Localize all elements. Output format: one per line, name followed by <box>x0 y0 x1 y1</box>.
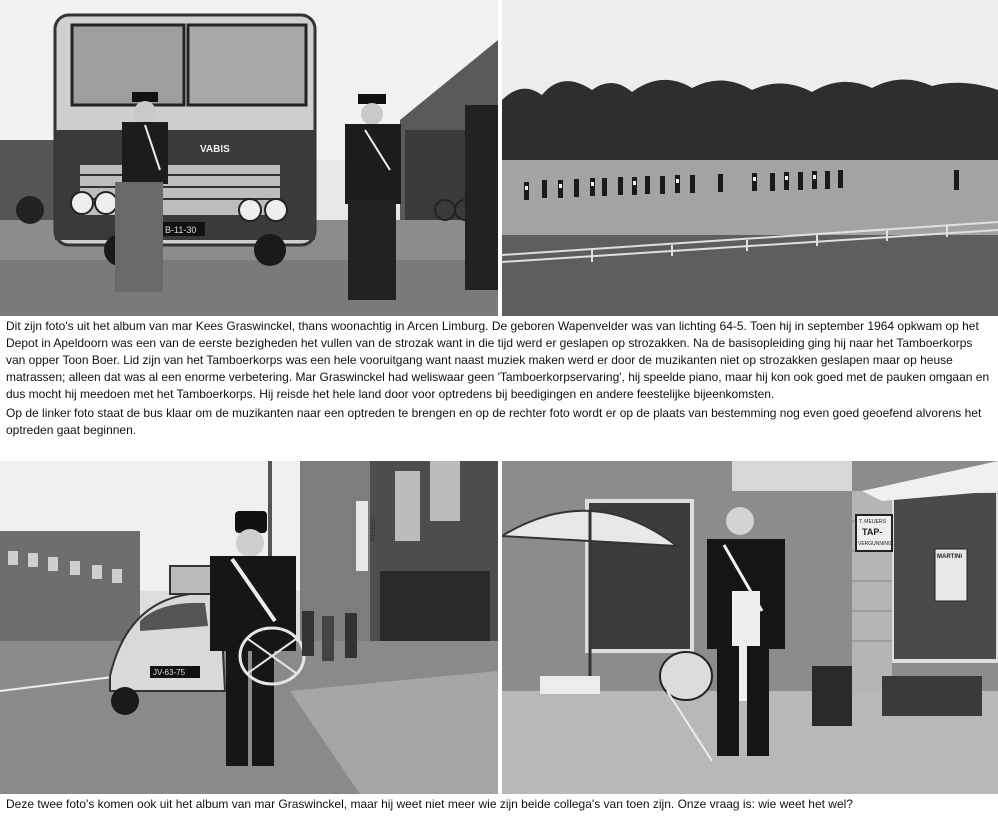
martini-sign-text: MARTINI <box>937 554 962 560</box>
intro-paragraph-1: Dit zijn foto's uit het album van mar Kees Graswinckel, thans woonachtig in Arcen Limburg. De geboren Wapenvelder was van lichting 64-5. Toen hij in september 1964 opkwam op het Depot in Apeldoorn was een van de eerste bezigheden het vullen van de strozak want in die tijd werd er geslapen op strozakken. Na de basisopleiding ging hij naar het Tamboerkorps van opper Toon Boer. Lid zijn van het Tamboerkorps was een hele vooruitgang want naast muziek maken werd er door de muzikanten niet op strozakken geslapen maar op heuse matrassen; alleen dat was al een enorme verbetering. Mar Graswinckel had weliswaar geen 'Tamboerkorpservaring', hij speelde piano, maar hij kon ook goed met de pauken omgaan en dus mocht hij meedoen met het Tamboerkorps. Hij reisde het hele land door voor optredens bij beedigingen en andere feestelijke bijeenkomsten. <box>6 319 990 401</box>
bus-brand-label: VABIS <box>200 144 230 155</box>
sign-line-3: VERGUNNING <box>858 541 892 547</box>
photo-bus-illustration <box>0 0 498 316</box>
sign-line-1: T. MEIJERS <box>859 519 886 525</box>
photo-band-on-field <box>502 0 998 316</box>
photo-bus-with-marines <box>0 0 498 316</box>
photo-drummer-at-cafe <box>502 461 998 794</box>
photo-field-illustration <box>502 0 998 316</box>
intro-text <box>6 318 990 441</box>
intro-paragraph-2: Op de linker foto staat de bus klaar om de muzikanten naar een optreden te brengen en op de rechter foto wordt er op de plaats van bestemming nog even goed geoefend alvorens het optreden gaat beginnen. <box>6 406 982 437</box>
sign-line-2: TAP- <box>862 527 883 537</box>
photo-street-illustration <box>0 461 498 794</box>
opera-sign-text: OPERA <box>368 517 375 542</box>
photo-cafe-illustration <box>502 461 998 794</box>
car-plate: JV-63-75 <box>153 668 186 677</box>
bus-plate: B-11-30 <box>165 225 197 235</box>
photo-drummer-in-street <box>0 461 498 794</box>
bottom-caption: Deze twee foto's komen ook uit het album van mar Graswinckel, maar hij weet niet meer wie zijn beide collega's van toen zijn. Onze vraag is: wie weet het wel? <box>6 797 853 811</box>
